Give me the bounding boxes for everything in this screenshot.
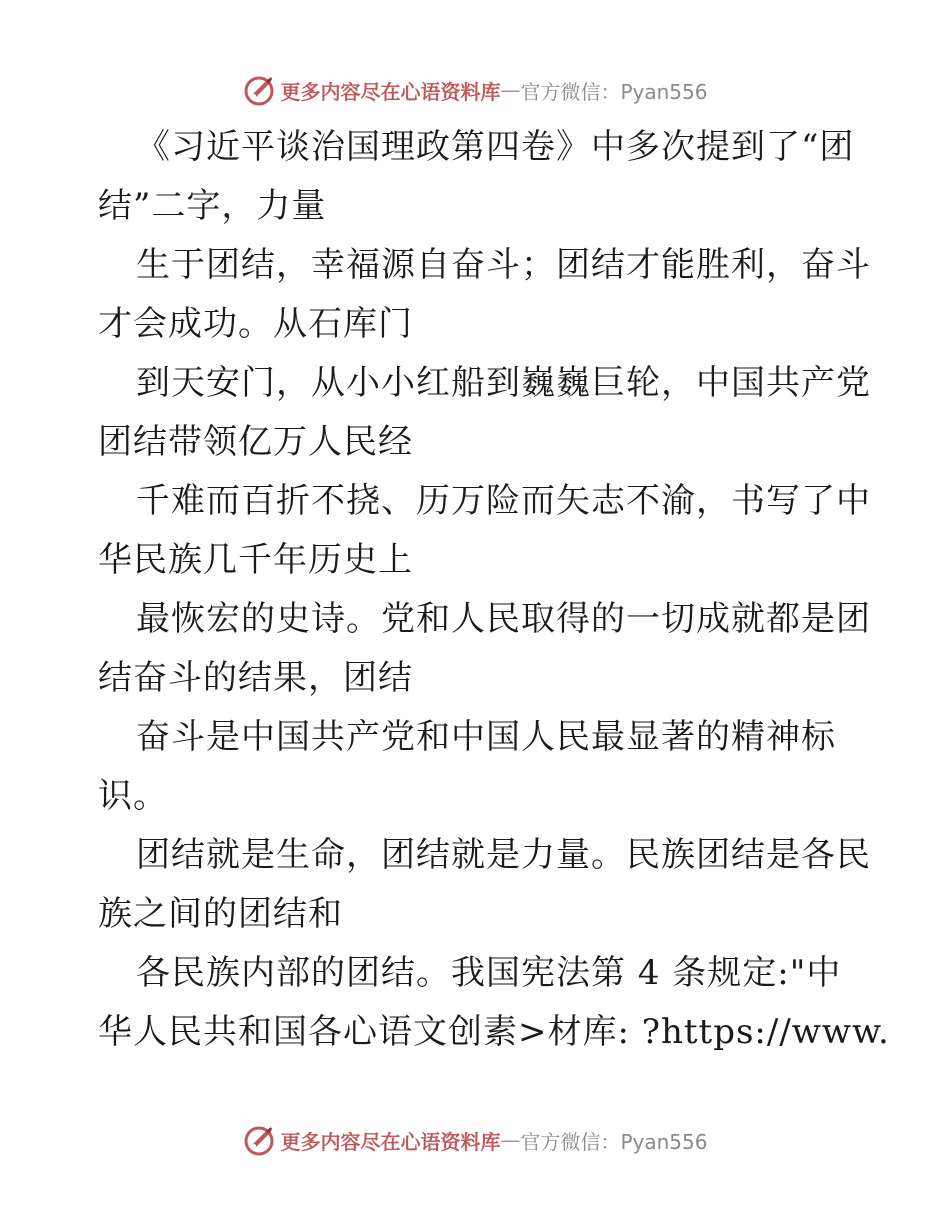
paragraph-line: 结奋斗的结果，团结 xyxy=(98,658,413,698)
paragraph-line: 团结就是生命，团结就是力量。民族团结是各民 xyxy=(136,835,871,875)
banner-main-text: 更多内容尽在心语资料库 xyxy=(280,1129,501,1154)
footer-watermark xyxy=(0,1120,950,1160)
logo-icon xyxy=(242,73,276,107)
paragraph-line: 各民族内部的团结。我国宪法第 4 条规定:"中 xyxy=(136,953,842,993)
paragraph-line: 奋斗是中国共产党和中国人民最显著的精神标 xyxy=(136,717,836,757)
banner-dash: — xyxy=(500,1128,521,1152)
paragraph-line: 识。 xyxy=(98,776,168,816)
banner-main-text: 更多内容尽在心语资料库 xyxy=(280,79,501,104)
paragraph-line: 最恢宏的史诗。党和人民取得的一切成就都是团 xyxy=(136,599,871,639)
paragraph-line: 千难而百折不挠、历万险而矢志不渝，书写了中 xyxy=(136,481,871,521)
paragraph-line: 《习近平谈治国理政第四卷》中多次提到了“团 xyxy=(136,127,855,167)
logo-icon xyxy=(242,1123,276,1157)
paragraph-line: 结”二字，力量 xyxy=(98,186,327,226)
banner-dash: — xyxy=(500,78,521,102)
document-body xyxy=(98,118,890,1062)
paragraph-line: 生于团结，幸福源自奋斗；团结才能胜利，奋斗 xyxy=(136,245,871,285)
paragraph-line: 才会成功。从石库门 xyxy=(98,304,413,344)
banner-sub-text: 官方微信：Pyan556 xyxy=(520,79,708,104)
paragraph-line: 到天安门，从小小红船到巍巍巨轮，中国共产党 xyxy=(136,363,871,403)
banner-sub-text: 官方微信：Pyan556 xyxy=(520,1129,708,1154)
header-watermark xyxy=(0,70,950,110)
paragraph-line: 华民族几千年历史上 xyxy=(98,540,413,580)
paragraph-line: 团结带领亿万人民经 xyxy=(98,422,413,462)
paragraph-line: 族之间的团结和 xyxy=(98,894,343,934)
paragraph-line: 华人民共和国各心语文创素>材库: ?https://www. xyxy=(98,1012,890,1052)
